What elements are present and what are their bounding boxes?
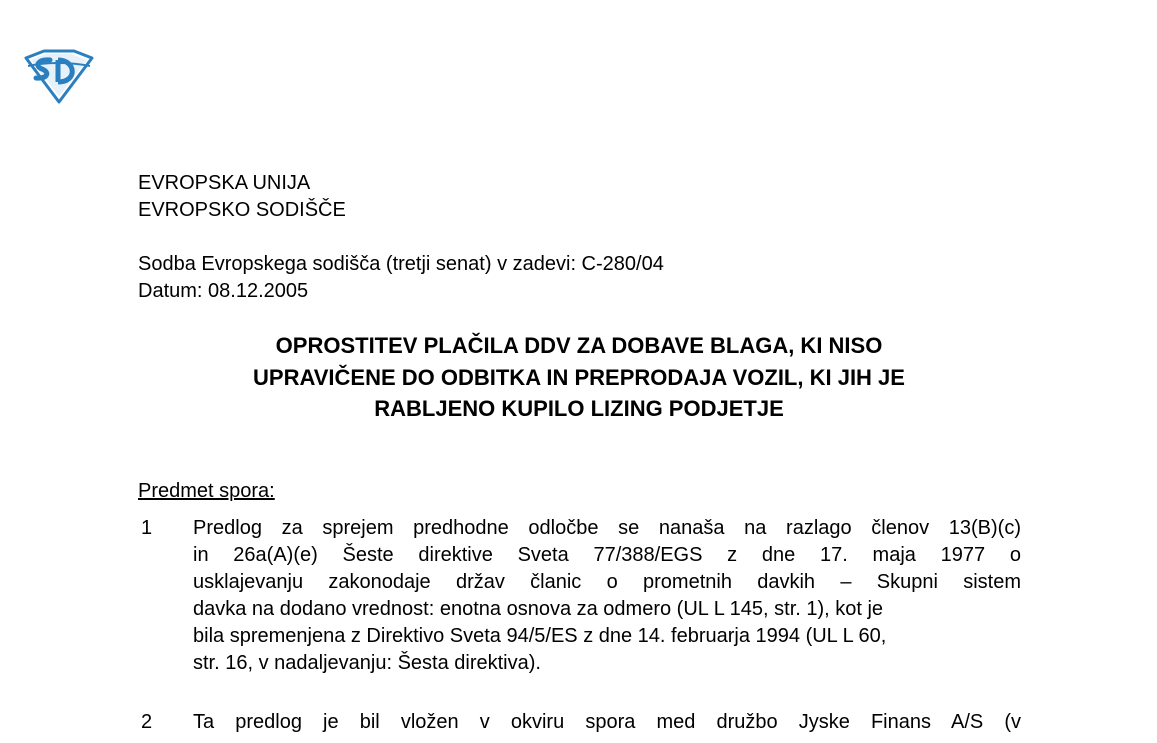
paragraph-number: 1	[141, 517, 153, 539]
paragraph-line: bila spremenjena z Direktivo Sveta 94/5/ES z dne 14. februarja 1994 (UL L 60,	[193, 625, 887, 647]
title-line: UPRAVIČENE DO ODBITKA IN PREPRODAJA VOZIL, KI JIH JE	[253, 364, 905, 390]
paragraph-line: str. 16, v nadaljevanju: Šesta direktiva).	[193, 652, 541, 674]
paragraph	[193, 709, 1021, 736]
paragraph-line: Ta predlog je bil vložen v okviru spora med družbo Jyske Finans A/S (v	[193, 711, 1021, 733]
header-union: EVROPSKA UNIJA	[138, 172, 311, 194]
header-court: EVROPSKO SODIŠČE	[138, 199, 346, 221]
paragraph-line: usklajevanju zakonodaje držav članic o prometnih davkih – Skupni sistem	[193, 571, 1021, 593]
case-reference: Sodba Evropskega sodišča (tretji senat) v zadevi: C-280/04	[138, 253, 664, 275]
paragraph-line: davka na dodano vrednost: enotna osnova za odmero (UL L 145, str. 1), kot je	[193, 598, 884, 620]
paragraph-line: in 26a(A)(e) Šeste direktive Sveta 77/388/EGS z dne 17. maja 1977 o	[193, 544, 1021, 566]
paragraph	[193, 515, 1021, 677]
paragraph-number: 2	[141, 711, 153, 733]
document-title	[138, 330, 1020, 425]
judgment-date: Datum: 08.12.2005	[138, 280, 309, 302]
section-heading: Predmet spora:	[138, 480, 275, 502]
sd-logo	[22, 48, 96, 104]
sd-logo-icon	[22, 48, 96, 104]
paragraph-line: Predlog za sprejem predhodne odločbe se nanaša na razlago členov 13(B)(c)	[193, 517, 1021, 539]
title-line: RABLJENO KUPILO LIZING PODJETJE	[374, 396, 784, 421]
title-line: OPROSTITEV PLAČILA DDV ZA DOBAVE BLAGA, KI NISO	[275, 333, 883, 358]
